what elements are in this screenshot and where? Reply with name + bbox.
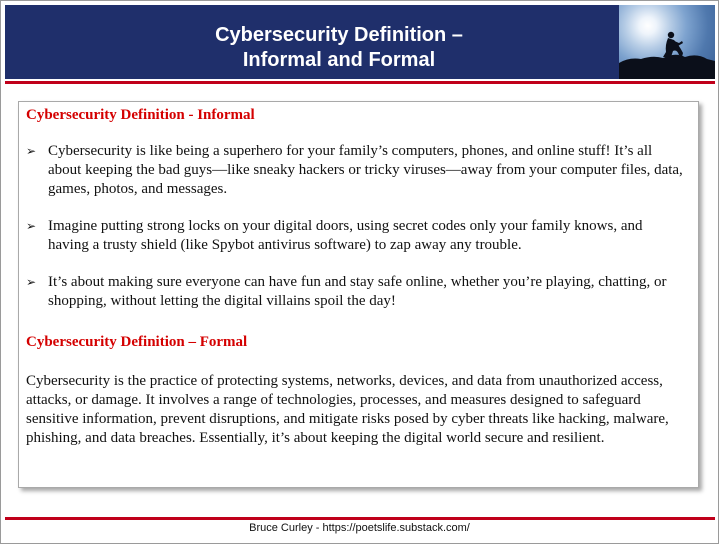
list-item xyxy=(26,142,686,199)
title-line-1: Cybersecurity Definition – xyxy=(215,24,463,46)
arrow-bullet-icon: ➢ xyxy=(26,275,37,289)
bullet-text: Cybersecurity is like being a superhero for your family’s computers, phones, and online stuff! It’s all about keeping the bad guys—like sneaky hackers or tricky viruses—away from your computer files, data, games, photos, and messages. xyxy=(48,143,683,197)
bullet-text: Imagine putting strong locks on your digital doors, using secret codes only your family knows, and having a trusty shield (like Spybot antivirus software) to zap away any trouble. xyxy=(48,218,643,253)
formal-heading: Cybersecurity Definition – Formal xyxy=(26,334,248,350)
bullet-text: It’s about making sure everyone can have fun and stay safe online, whether you’re playing, chatting, or shopping, without letting the digital villains spoil the day! xyxy=(48,274,667,309)
footer-credit: Bruce Curley - https://poetslife.substack.com/ xyxy=(249,522,470,534)
title-line-2: Informal and Formal xyxy=(242,49,436,71)
informal-bullet-list xyxy=(26,142,686,329)
arrow-bullet-icon: ➢ xyxy=(26,219,37,233)
formal-definition: Cybersecurity is the practice of protecting systems, networks, devices, and data from unauthorized access, attacks, or damage. It involves a range of technologies, processes, and measures designed to safeguard sensitive information, prevent disruptions, and mitigate risks posed by cyber threats like hacking, malware, phishing, and data breaches. Essentially, it’s about keeping the digital world secure and resilient. xyxy=(26,373,669,446)
list-item xyxy=(26,217,686,255)
bottom-divider xyxy=(5,517,715,520)
title-banner xyxy=(5,5,715,79)
arrow-bullet-icon: ➢ xyxy=(26,144,37,158)
slide-title xyxy=(5,23,673,73)
informal-heading: Cybersecurity Definition - Informal xyxy=(26,107,255,123)
top-divider xyxy=(5,81,715,84)
list-item xyxy=(26,273,686,311)
silhouette-photo-icon xyxy=(619,5,715,79)
content-box xyxy=(18,101,699,488)
